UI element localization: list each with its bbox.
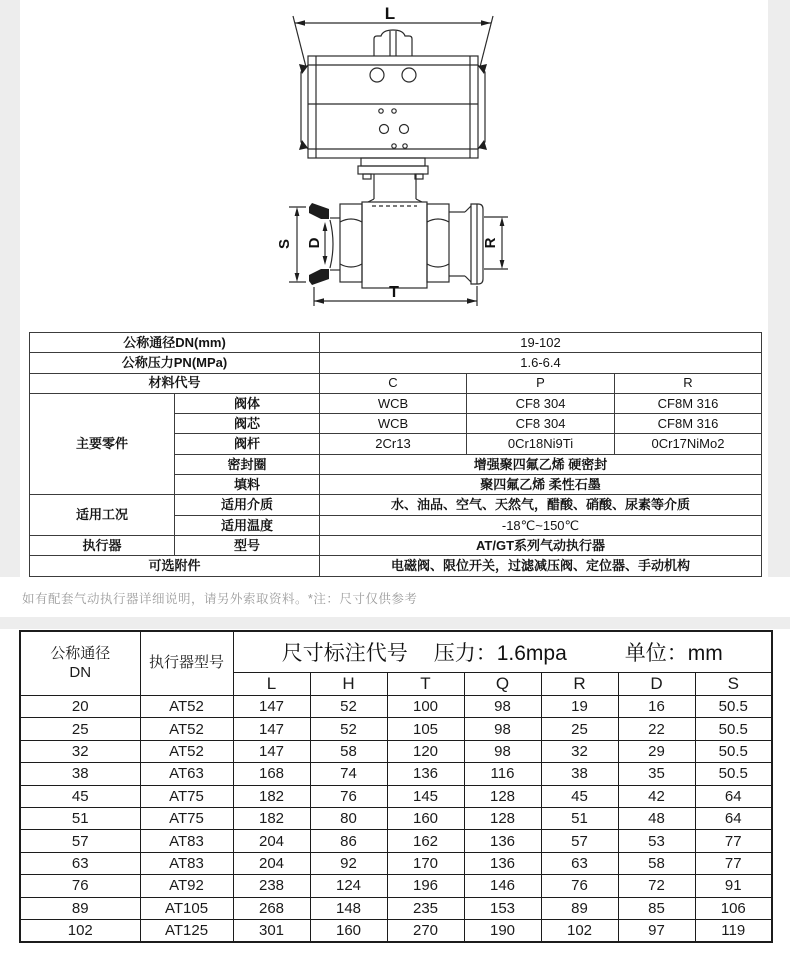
table-cell: 20 xyxy=(20,696,140,718)
table-cell: 128 xyxy=(464,785,541,807)
spec-label-model: 型号 xyxy=(175,535,320,555)
table-cell: 25 xyxy=(541,718,618,740)
table-cell: AT105 xyxy=(140,897,233,919)
table-cell: AT52 xyxy=(140,696,233,718)
valve-technical-drawing xyxy=(0,0,790,325)
table-cell: 116 xyxy=(464,763,541,785)
spec-label-packing: 填料 xyxy=(175,475,320,495)
table-cell: 58 xyxy=(618,852,695,874)
table-cell: 86 xyxy=(310,830,387,852)
table-cell: 57 xyxy=(541,830,618,852)
table-cell: 74 xyxy=(310,763,387,785)
table-cell: 136 xyxy=(464,830,541,852)
spec-label-stem: 阀杆 xyxy=(175,434,320,454)
table-cell: 63 xyxy=(20,852,140,874)
spec-value: 2Cr13 xyxy=(320,434,467,454)
table-cell: AT125 xyxy=(140,919,233,942)
dimension-table-body xyxy=(20,696,772,943)
column-header-actuator-model: 执行器型号 xyxy=(140,631,233,696)
table-cell: 160 xyxy=(310,919,387,942)
column-header-T: T xyxy=(387,673,464,696)
dimension-table xyxy=(19,630,773,943)
table-cell: 270 xyxy=(387,919,464,942)
spec-value-seal: 增强聚四氟乙烯 硬密封 xyxy=(320,454,762,474)
table-cell: 238 xyxy=(233,875,310,897)
table-cell: 19 xyxy=(541,696,618,718)
spec-value: CF8M 316 xyxy=(615,393,762,413)
table-cell: AT92 xyxy=(140,875,233,897)
column-header-dn xyxy=(20,631,140,696)
table-cell: 268 xyxy=(233,897,310,919)
table-cell: 38 xyxy=(20,763,140,785)
table-cell: 119 xyxy=(695,919,772,942)
table-cell: 124 xyxy=(310,875,387,897)
dim-label-L: L xyxy=(384,4,396,23)
spec-group-actuator: 执行器 xyxy=(30,535,175,555)
table-cell: 98 xyxy=(464,696,541,718)
spec-value: 0Cr18Ni9Ti xyxy=(467,434,615,454)
table-cell: 32 xyxy=(20,740,140,762)
table-cell: 76 xyxy=(310,785,387,807)
table-cell: 42 xyxy=(618,785,695,807)
table-row xyxy=(20,875,772,897)
table-row xyxy=(20,696,772,718)
table-cell: 38 xyxy=(541,763,618,785)
table-cell: 92 xyxy=(310,852,387,874)
spec-value-pn: 1.6-6.4 xyxy=(320,353,762,373)
table-cell: 105 xyxy=(387,718,464,740)
table-cell: AT83 xyxy=(140,830,233,852)
table-cell: AT52 xyxy=(140,718,233,740)
column-header-dn-line1: 公称通径 xyxy=(50,644,111,662)
table-cell: AT75 xyxy=(140,785,233,807)
spec-label-accessories: 可选附件 xyxy=(30,556,320,576)
table-cell: 160 xyxy=(387,807,464,829)
table-cell: 100 xyxy=(387,696,464,718)
table-row xyxy=(30,535,762,555)
table-row xyxy=(20,807,772,829)
table-cell: 52 xyxy=(310,718,387,740)
table-cell: 72 xyxy=(618,875,695,897)
table-cell: 301 xyxy=(233,919,310,942)
table-cell: 77 xyxy=(695,830,772,852)
spec-label-dn: 公称通径DN(mm) xyxy=(30,333,320,353)
spec-material-r: R xyxy=(615,373,762,393)
table-cell: 170 xyxy=(387,852,464,874)
table-cell: 25 xyxy=(20,718,140,740)
table-cell: 76 xyxy=(20,875,140,897)
table-cell: 89 xyxy=(541,897,618,919)
spec-value-dn: 19-102 xyxy=(320,333,762,353)
table-cell: 29 xyxy=(618,740,695,762)
table-cell: 63 xyxy=(541,852,618,874)
table-cell: 97 xyxy=(618,919,695,942)
table-cell: 77 xyxy=(695,852,772,874)
column-header-L: L xyxy=(233,673,310,696)
table-row xyxy=(20,830,772,852)
table-cell: 76 xyxy=(541,875,618,897)
spec-label-temperature: 适用温度 xyxy=(175,515,320,535)
table-cell: AT52 xyxy=(140,740,233,762)
table-cell: 50.5 xyxy=(695,740,772,762)
spec-value: CF8 304 xyxy=(467,414,615,434)
table-cell: 146 xyxy=(464,875,541,897)
table-row xyxy=(20,852,772,874)
table-cell: 89 xyxy=(20,897,140,919)
spec-material-c: C xyxy=(320,373,467,393)
table-cell: 190 xyxy=(464,919,541,942)
table-row xyxy=(20,718,772,740)
table-row xyxy=(20,785,772,807)
table-cell: 52 xyxy=(310,696,387,718)
spec-label-pn: 公称压力PN(MPa) xyxy=(30,353,320,373)
spec-label-body: 阀体 xyxy=(175,393,320,413)
spec-label-media: 适用介质 xyxy=(175,495,320,515)
table-cell: 182 xyxy=(233,785,310,807)
table-row xyxy=(20,763,772,785)
section-divider xyxy=(0,617,790,629)
table-cell: 136 xyxy=(387,763,464,785)
table-cell: 45 xyxy=(541,785,618,807)
table-cell: 168 xyxy=(233,763,310,785)
table-cell: 50.5 xyxy=(695,696,772,718)
spec-value-packing: 聚四氟乙烯 柔性石墨 xyxy=(320,475,762,495)
table-cell: 64 xyxy=(695,807,772,829)
table-cell: 80 xyxy=(310,807,387,829)
spec-value-accessories: 电磁阀、限位开关，过滤减压阀、定位器、手动机构 xyxy=(320,556,762,576)
table-cell: 98 xyxy=(464,740,541,762)
spec-value: CF8 304 xyxy=(467,393,615,413)
table-cell: 45 xyxy=(20,785,140,807)
spec-value-model: AT/GT系列气动执行器 xyxy=(320,535,762,555)
table-row xyxy=(30,353,762,373)
table-cell: 147 xyxy=(233,696,310,718)
column-header-dn-line2: DN xyxy=(69,663,92,681)
column-header-S: S xyxy=(695,673,772,696)
spec-value: WCB xyxy=(320,393,467,413)
spec-label-seal: 密封圈 xyxy=(175,454,320,474)
table-cell: 120 xyxy=(387,740,464,762)
table-cell: 106 xyxy=(695,897,772,919)
table-cell: 58 xyxy=(310,740,387,762)
spec-label-material-code: 材料代号 xyxy=(30,373,320,393)
table-row xyxy=(20,897,772,919)
table-cell: 98 xyxy=(464,718,541,740)
spec-table xyxy=(29,332,762,577)
table-cell: 196 xyxy=(387,875,464,897)
column-header-R: R xyxy=(541,673,618,696)
table-cell: 53 xyxy=(618,830,695,852)
table-cell: 182 xyxy=(233,807,310,829)
table-cell: 35 xyxy=(618,763,695,785)
table-cell: 16 xyxy=(618,696,695,718)
dim-label-T: T xyxy=(389,284,399,301)
column-header-H: H xyxy=(310,673,387,696)
table-cell: 147 xyxy=(233,740,310,762)
title-dimension-code: 尺寸标注代号 xyxy=(281,642,408,665)
table-cell: 102 xyxy=(20,919,140,942)
table-cell: 22 xyxy=(618,718,695,740)
title-unit: 单位：mm xyxy=(624,642,723,665)
table-cell: 64 xyxy=(695,785,772,807)
spec-value-temperature: -18℃~150℃ xyxy=(320,515,762,535)
table-cell: 91 xyxy=(695,875,772,897)
table-cell: 50.5 xyxy=(695,763,772,785)
table-cell: AT83 xyxy=(140,852,233,874)
table-cell: 51 xyxy=(20,807,140,829)
spec-group-conditions: 适用工况 xyxy=(30,495,175,536)
table-header-row xyxy=(20,631,772,673)
table-cell: 204 xyxy=(233,852,310,874)
spec-value: CF8M 316 xyxy=(615,414,762,434)
table-row xyxy=(30,393,762,413)
spec-value: 0Cr17NiMo2 xyxy=(615,434,762,454)
page-margin-right xyxy=(768,0,790,577)
table-cell: 48 xyxy=(618,807,695,829)
table-cell: 57 xyxy=(20,830,140,852)
dim-label-D: D xyxy=(306,237,323,249)
spec-group-main-parts: 主要零件 xyxy=(30,393,175,494)
table-cell: 102 xyxy=(541,919,618,942)
table-cell: 128 xyxy=(464,807,541,829)
title-pressure: 压力：1.6mpa xyxy=(433,642,567,665)
table-cell: 162 xyxy=(387,830,464,852)
table-cell: 50.5 xyxy=(695,718,772,740)
table-cell: 145 xyxy=(387,785,464,807)
table-cell: 147 xyxy=(233,718,310,740)
table-cell: 32 xyxy=(541,740,618,762)
table-cell: AT75 xyxy=(140,807,233,829)
spec-material-p: P xyxy=(467,373,615,393)
table-row xyxy=(20,919,772,942)
table-cell: 136 xyxy=(464,852,541,874)
footnote: 如有配套气动执行器详细说明，请另外索取资料。*注：尺寸仅供参考 xyxy=(22,592,418,606)
table-row xyxy=(30,495,762,515)
dimension-table-title xyxy=(233,631,772,673)
dim-label-S: S xyxy=(276,238,293,250)
column-header-D: D xyxy=(618,673,695,696)
table-cell: AT63 xyxy=(140,763,233,785)
table-row xyxy=(20,740,772,762)
table-cell: 148 xyxy=(310,897,387,919)
table-cell: 235 xyxy=(387,897,464,919)
table-row xyxy=(30,373,762,393)
table-row xyxy=(30,556,762,576)
table-cell: 153 xyxy=(464,897,541,919)
table-cell: 51 xyxy=(541,807,618,829)
spec-value-media: 水、油品、空气、天然气，醋酸、硝酸、尿素等介质 xyxy=(320,495,762,515)
spec-label-core: 阀芯 xyxy=(175,414,320,434)
table-cell: 85 xyxy=(618,897,695,919)
dim-label-R: R xyxy=(482,237,499,249)
page-margin-left xyxy=(0,0,20,577)
spec-value: WCB xyxy=(320,414,467,434)
table-row xyxy=(30,333,762,353)
column-header-Q: Q xyxy=(464,673,541,696)
table-cell: 204 xyxy=(233,830,310,852)
